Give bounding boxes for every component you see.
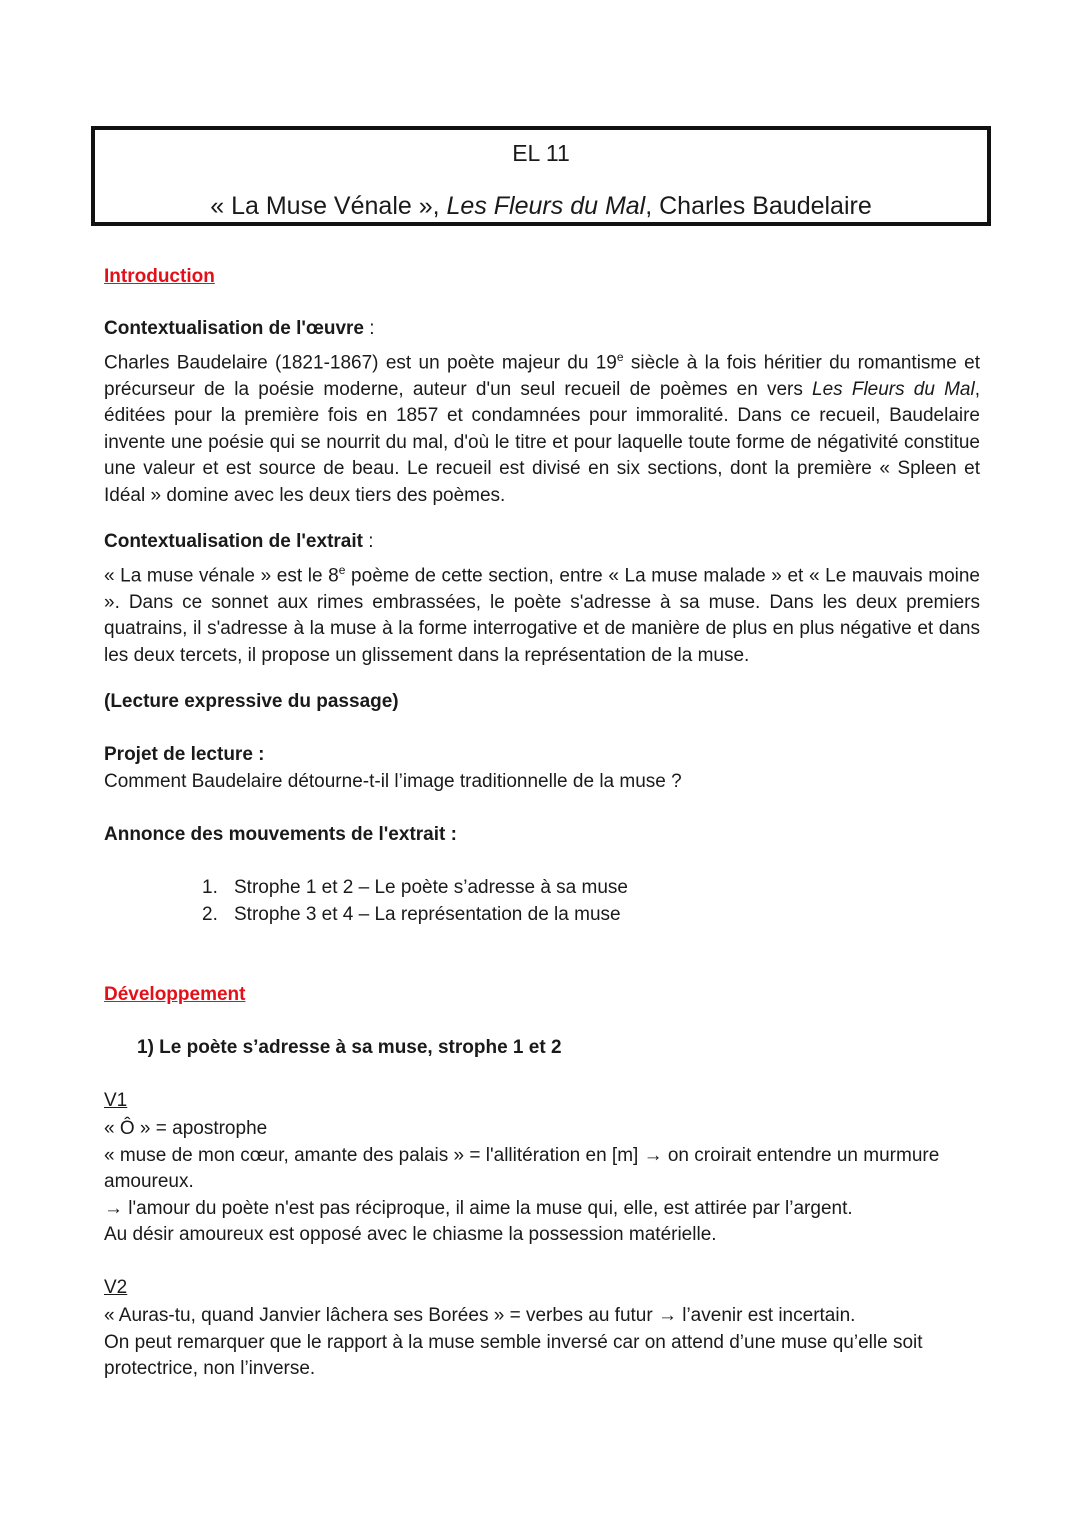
list-item-number: 1. (202, 877, 218, 898)
v1-line: Au désir amoureux est opposé avec le chiasme la possession matérielle. (104, 1224, 717, 1245)
oeuvre-label-colon: : (364, 318, 375, 339)
oeuvre-text-b: siècle à la fois héritier du romantisme et précurseur de la poésie moderne, auteur d'un seul recueil de poèmes en vers (104, 352, 980, 400)
v2-line: « Auras-tu, quand Janvier lâchera ses Borées » = verbes au futur → l’avenir est incertain. (104, 1305, 856, 1326)
list-item-text: Strophe 3 et 4 – La représentation de la muse (234, 904, 621, 925)
document-code: EL 11 (512, 140, 570, 166)
oeuvre-sup: e (616, 350, 624, 364)
extrait-label (104, 531, 374, 553)
developpement-heading: Développement (104, 984, 246, 1005)
projet-text: Comment Baudelaire détourne-t-il l’image traditionnelle de la muse ? (104, 771, 682, 792)
oeuvre-paragraph (104, 344, 980, 509)
oeuvre-label-text: Contextualisation de l'œuvre (104, 318, 364, 339)
document-title (95, 192, 987, 221)
extrait-text-a: « La muse vénale » est le 8 (104, 565, 339, 587)
oeuvre-work-title: Les Fleurs du Mal (812, 378, 975, 400)
v2-line: On peut remarquer que le rapport à la muse semble inversé car on attend d’une muse qu’elle soit protectrice, non l’inverse. (104, 1331, 923, 1379)
title-suffix: , Charles Baudelaire (645, 192, 872, 220)
v1-line: « muse de mon cœur, amante des palais » = l'allitération en [m] → on croirait entendre un murmure amoureux. (104, 1144, 940, 1192)
introduction-heading: Introduction (104, 266, 215, 287)
title-work: Les Fleurs du Mal (446, 192, 646, 220)
list-item-number: 2. (202, 904, 218, 925)
part-1-heading: 1) Le poète s’adresse à sa muse, strophe 1 et 2 (137, 1037, 562, 1058)
extrait-paragraph (104, 557, 980, 669)
v2-paragraph (104, 1303, 980, 1383)
extrait-text-b: poème de cette section, entre « La muse malade » et « Le mauvais moine ». Dans ce sonnet aux rimes embrassées, le poète s'adresse à sa muse. Dans les deux premiers quatrains, il s'adresse à la muse à la forme interrogative et de manière de plus en plus négative et dans les deux tercets, il propose un glissement dans la représentation de la muse. (104, 565, 980, 666)
annonce-label: Annonce des mouvements de l'extrait : (104, 824, 457, 845)
extrait-label-colon: : (362, 531, 374, 552)
oeuvre-label (104, 318, 375, 340)
list-item (202, 904, 621, 926)
projet-label: Projet de lecture : (104, 744, 265, 765)
list-item-text: Strophe 1 et 2 – Le poète s’adresse à sa muse (234, 877, 628, 898)
extrait-sup: e (338, 563, 346, 577)
v1-paragraph (104, 1116, 980, 1249)
title-box (91, 126, 991, 226)
oeuvre-text-a: Charles Baudelaire (1821-1867) est un poète majeur du 19 (104, 352, 617, 374)
lecture-expressive: (Lecture expressive du passage) (104, 691, 399, 712)
extrait-label-text: Contextualisation de l'extrait (104, 531, 363, 552)
list-item (202, 877, 628, 899)
v1-line: « Ô » = apostrophe (104, 1118, 268, 1139)
v1-label: V1 (104, 1090, 128, 1111)
title-prefix: « La Muse Vénale », (210, 192, 447, 220)
v1-line: → l'amour du poète n'est pas réciproque, il aime la muse qui, elle, est attirée par l’argent. (104, 1197, 853, 1219)
v2-label: V2 (104, 1277, 128, 1298)
oeuvre-text-c: , éditées pour la première fois en 1857 et condamnées pour immoralité. Dans ce recueil, Baudelaire invente une poésie qui se nourrit du mal, d'où le titre et pour laquelle toute forme de négativité constitue une valeur et est source de beau. Le recueil est divisé en six sections, dont la première « Spleen et Idéal » domine avec les deux tiers des poèmes. (104, 378, 981, 506)
